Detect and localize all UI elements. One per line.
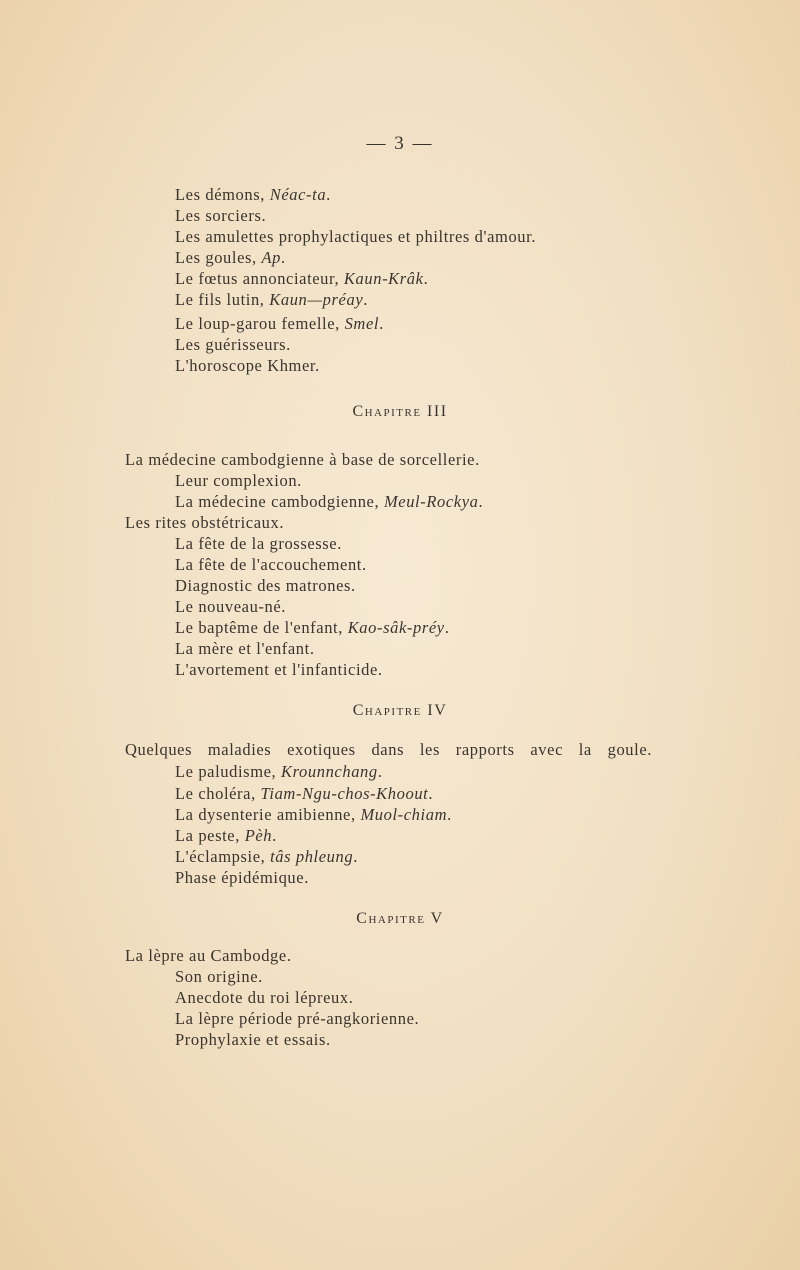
toc-entry: Le loup-garou femelle, Smel. xyxy=(175,314,384,333)
toc-entry: L'horoscope Khmer. xyxy=(175,356,320,375)
toc-entry: Son origine. xyxy=(175,967,263,986)
toc-entry: La peste, Pèh. xyxy=(175,826,277,845)
toc-entry: Les rites obstétricaux. xyxy=(125,513,285,532)
toc-entry: Quelques maladies exotiques dans les rapports avec la goule. xyxy=(125,740,652,759)
toc-entry: Le choléra, Tiam-Ngu-chos-Khoout. xyxy=(175,784,434,803)
toc-entry: Le nouveau-né. xyxy=(175,597,287,616)
toc-entry: La dysenterie amibienne, Muol-chiam. xyxy=(175,805,452,824)
toc-entry: La fête de la grossesse. xyxy=(175,534,342,553)
toc-entry: Les guérisseurs. xyxy=(175,335,291,354)
chapter-heading: Chapitre V xyxy=(356,910,444,927)
chapter-heading: Chapitre IV xyxy=(352,702,448,719)
toc-entry: Le paludisme, Krounnchang. xyxy=(175,762,383,781)
toc-entry: L'avortement et l'infanticide. xyxy=(175,660,383,679)
toc-entry: Le fœtus annonciateur, Kaun-Krâk. xyxy=(175,269,429,288)
toc-entry: Leur complexion. xyxy=(175,471,302,490)
toc-entry: Les sorciers. xyxy=(175,206,267,225)
toc-entry: Diagnostic des matrones. xyxy=(175,576,356,595)
toc-entry: La lèpre au Cambodge. xyxy=(125,946,292,965)
toc-entry: La médecine cambodgienne à base de sorcellerie. xyxy=(125,450,480,469)
toc-entry: La mère et l'enfant. xyxy=(175,639,315,658)
toc-entry: Les goules, Ap. xyxy=(175,248,286,267)
toc-entry: Le fils lutin, Kaun—préay. xyxy=(175,290,368,309)
chapter-heading: Chapitre III xyxy=(352,403,448,420)
toc-entry: Les démons, Néac-ta. xyxy=(175,185,331,204)
toc-entry: Prophylaxie et essais. xyxy=(175,1030,331,1049)
toc-entry: Le baptême de l'enfant, Kao-sâk-préy. xyxy=(175,618,450,637)
toc-entry: Les amulettes prophylactiques et philtres d'amour. xyxy=(175,227,537,246)
toc-entry: La lèpre période pré-angkorienne. xyxy=(175,1009,420,1028)
toc-entry: La médecine cambodgienne, Meul-Rockya. xyxy=(175,492,484,511)
toc-entry: L'éclampsie, tâs phleung. xyxy=(175,847,358,866)
toc-entry: Anecdote du roi lépreux. xyxy=(175,988,354,1007)
page-number: — 3 — xyxy=(366,133,434,154)
toc-entry: La fête de l'accouchement. xyxy=(175,555,367,574)
toc-entry: Phase épidémique. xyxy=(175,868,309,887)
